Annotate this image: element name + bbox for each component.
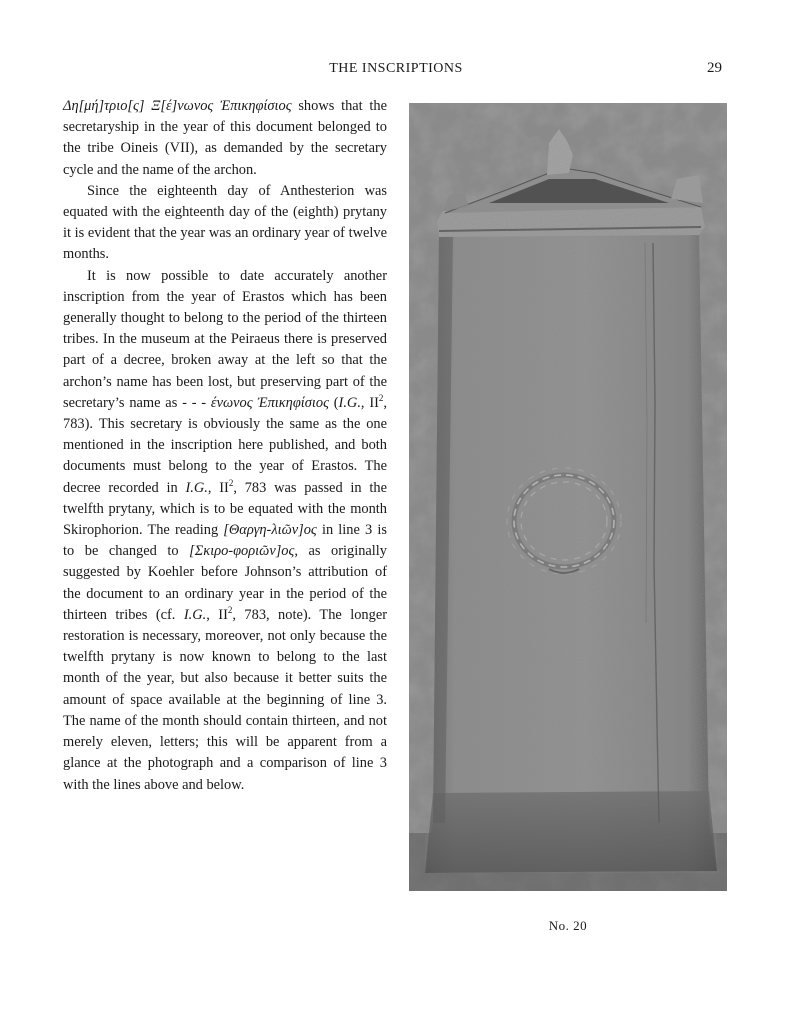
paragraph-2: Since the eighteenth day of Anthesterion was equated with the eighteenth day of the (eighth) prytany it is evident that the year was an ordinary year of twelve months. [63,182,387,263]
paragraph-3-text-f: , 783 was passed in the twelfth prytany, which is to be equated with the month Skirophorion. The reading [63,479,388,539]
paragraph-3-text-g: in line 3 is to be changed to [63,522,387,560]
citation-ig: I.G. [338,394,361,411]
superscript: 2 [228,477,234,488]
stele-photograph [409,103,727,891]
paragraph-3-text-c: , II [360,394,379,411]
body-text [63,96,387,796]
paragraph-3-text-d: , 783). This secretary is obviously the same as the one mentioned in the inscription here published, and both documents must belong to the year of Erastos. The decree recorded in [63,394,388,496]
paragraph-1-text: shows that the secretaryship in the year of this document belonged to the tribe Oineis (VII), as demanded by the secretary cycle and the name of the archon. [63,98,388,178]
page-number: 29 [707,60,722,76]
greek-skirophorion: [Σκιρο-φοριῶν]ος [189,543,295,560]
greek-thargelion: [Θαργη-λιῶν]ος [223,522,317,539]
paragraph-3 [63,266,387,796]
paragraph-3-text-b: ( [328,394,339,411]
paragraph-3-text-h: , as originally suggested by Koehler before Johnson’s attribution of the document to an ordinary year in the period of the thirteen tribes (cf. [63,543,387,623]
paragraph-1 [63,96,387,181]
stele-base [425,791,717,873]
superscript: 2 [378,393,384,404]
citation-ig: I.G. [183,606,207,623]
paragraph-3-text-i: , II [206,606,228,623]
paragraph-3-text-e: , II [207,479,229,496]
greek-secretary-name: Δη[μή]τριο[ς] Ξ[έ]νωνος Ἐπικηφίσιος [63,98,292,114]
paragraph-3-text-j: , 783, note). The longer restoration is necessary, moreover, not only because the twelfth prytany is now known to belong to the last month of the year, but also because it better suits the amount of space available at the beginning of line 3. The name of the month should contain thirteen, and not merely eleven, letters; this will be apparent from a glance at the photograph and a comparison of line 3 with the lines above and below. [63,606,387,793]
running-title: THE INSCRIPTIONS [329,61,463,76]
greek-partial-name: ένωνος Ἐπικηφίσιος [210,394,329,411]
figure-caption: No. 20 [548,918,588,933]
stele-image [409,103,727,891]
citation-ig: I.G. [185,479,208,496]
paragraph-3-text-a: It is now possible to date accurately another inscription from the year of Erastos which has been generally thought to belong to the period of the thirteen tribes. In the museum at the Peiraeus there is preserved part of a decree, broken away at the left so that the archon’s name has been lost, but preserving part of the secretary’s name as - - - [63,267,387,411]
superscript: 2 [227,605,233,616]
